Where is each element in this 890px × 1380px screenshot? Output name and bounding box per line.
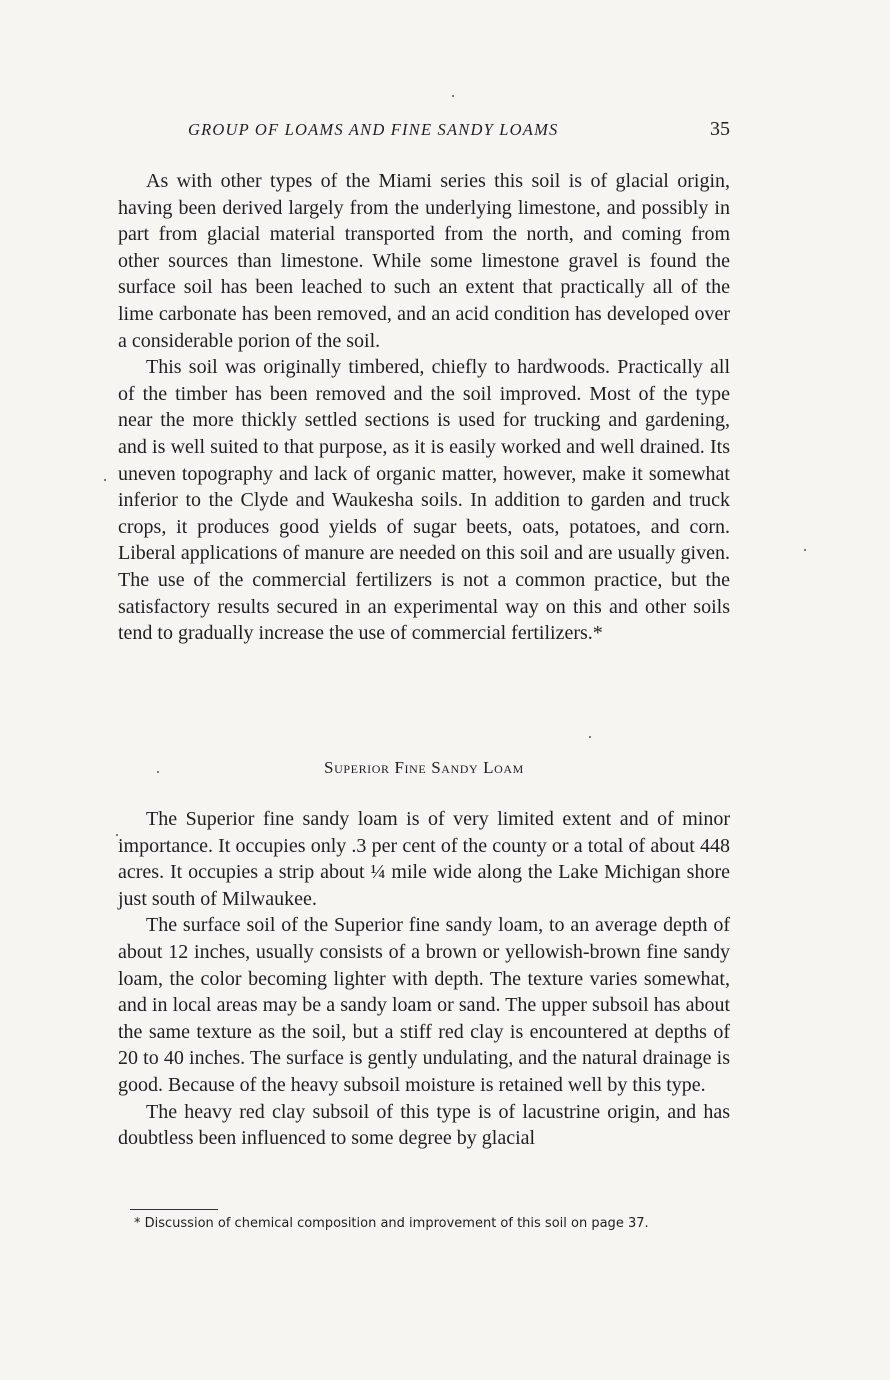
footnote: * Discussion of chemical composition and improvement of this soil on page 37. xyxy=(134,1216,649,1231)
body-text-top xyxy=(118,168,730,647)
print-speck xyxy=(452,95,454,97)
running-header-title: GROUP OF LOAMS AND FINE SANDY LOAMS xyxy=(188,120,559,139)
print-speck xyxy=(157,771,159,773)
section-heading: Superior Fine Sandy Loam xyxy=(324,758,524,777)
paragraph-glacial-origin: As with other types of the Miami series this soil is of glacial origin, having been derived largely from the underlying limestone, and possibly in part from glacial material transported from the north, and coming from other sources than limestone. While some limestone gravel is found the surface soil has been leached to such an extent that practically all of the lime carbonate has been removed, and an acid condition has developed over a considerable porion of the soil. xyxy=(118,170,730,352)
print-speck xyxy=(104,479,106,481)
paragraph-timber-use: This soil was originally timbered, chiefly to hardwoods. Practically all of the timber has been removed and the soil improved. Most of the type near the more thickly settled sections is used for trucking and gardening, and is well suited to that purpose, as it is easily worked and well drained. Its uneven topography and lack of organic matter, however, make it somewhat inferior to the Clyde and Waukesha soils. In addition to garden and truck crops, it produces good yields of sugar beets, oats, potatoes, and corn. Liberal applications of manure are needed on this soil and are usually given. The use of the commercial fertilizers is not a common practice, but the satisfactory results secured in an experimental way on this and other soils tend to gradually increase the use of commercial fertilizers.* xyxy=(118,356,730,645)
page-number: 35 xyxy=(710,118,730,140)
body-text-bottom xyxy=(118,806,730,1152)
paragraph-extent: The Superior fine sandy loam is of very limited extent and of minor importance. It occupies only .3 per cent of the county or a total of about 448 acres. It occupies a strip about ¼ mile wide along the Lake Michigan shore just south of Milwaukee. xyxy=(118,808,730,910)
print-speck xyxy=(116,834,118,836)
paragraph-surface-soil: The surface soil of the Superior fine sandy loam, to an average depth of about 12 inches, usually consists of a brown or yellowish-brown fine sandy loam, the color becoming lighter with depth. The texture varies somewhat, and in local areas may be a sandy loam or sand. The upper subsoil has about the same texture as the soil, but a stiff red clay is encountered at depths of 20 to 40 inches. The surface is gently undulating, and the natural drainage is good. Because of the heavy subsoil moisture is retained well by this type. xyxy=(118,914,730,1096)
print-speck xyxy=(589,736,591,738)
print-speck xyxy=(804,549,806,551)
footnote-divider xyxy=(130,1209,218,1210)
paragraph-subsoil-origin: The heavy red clay subsoil of this type is of lacustrine origin, and has doubtless been influenced to some degree by glacial xyxy=(118,1100,730,1150)
running-header xyxy=(118,118,730,146)
